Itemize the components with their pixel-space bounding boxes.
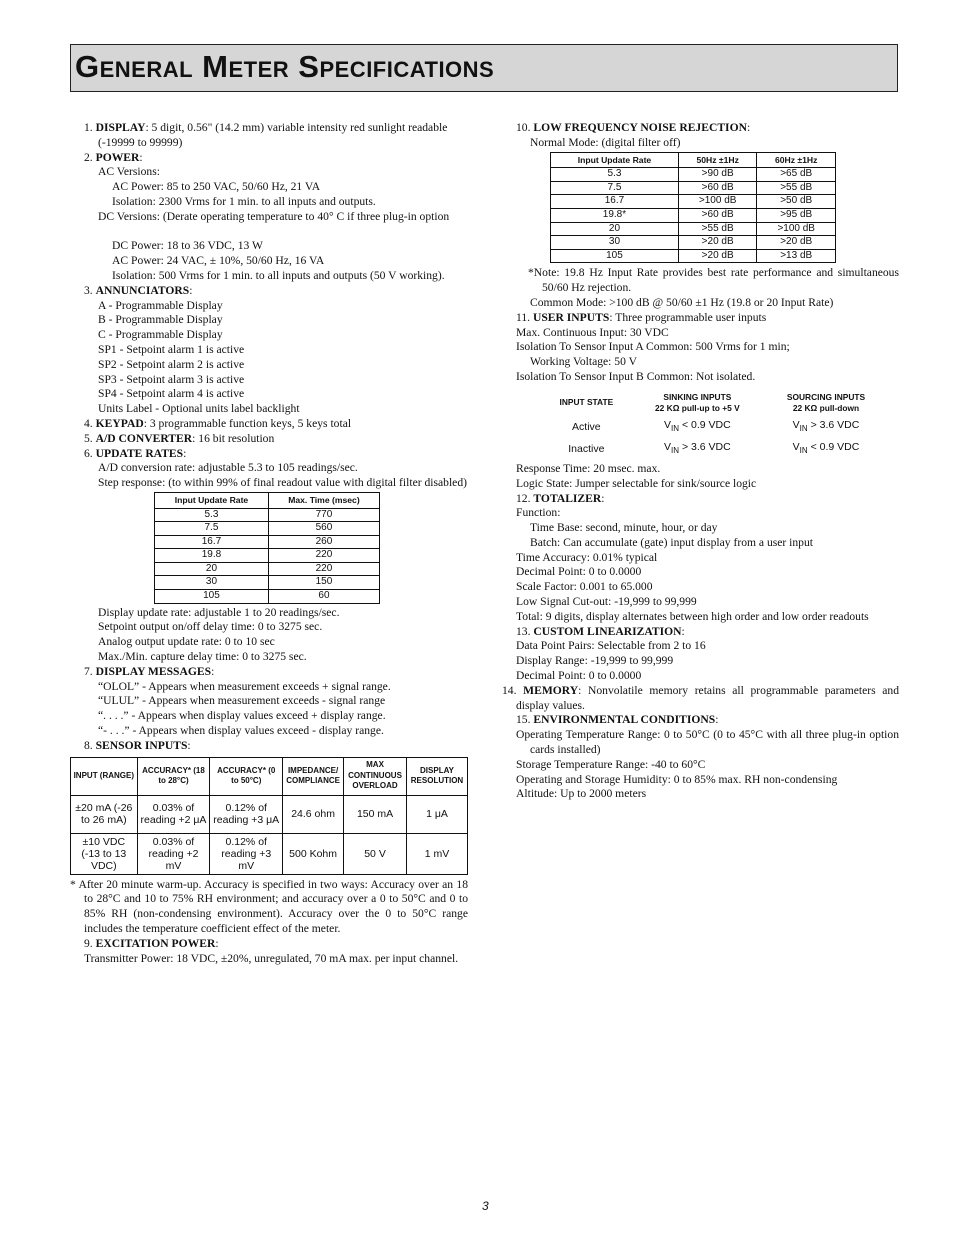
display-range: Display Range: -19,999 to 99,999: [516, 654, 674, 668]
page-title: General Meter Specifications: [75, 49, 495, 84]
storage-temp: Storage Temperature Range: -40 to 60°C: [516, 757, 706, 771]
message-item: “OLOL” - Appears when measurement exceeds + signal range.: [98, 679, 391, 693]
table-header: INPUT (RANGE): [71, 757, 138, 795]
table-header: SINKING INPUTS 22 KΩ pull-up to +5 V: [655, 391, 740, 413]
message-item: “ULUL” - Appears when measurement exceeds - signal range: [98, 694, 386, 708]
cl-decimal-point: Decimal Point: 0 to 0.0000: [516, 669, 642, 683]
table-header: Input Update Rate: [551, 152, 679, 168]
message-item: “. . . .” - Appears when display values exceed + display range.: [98, 709, 386, 723]
annunciator-item: SP2 - Setpoint alarm 2 is active: [98, 357, 245, 371]
message-item: “- . . .” - Appears when display values exceed - display range.: [98, 724, 384, 738]
table-row: 20 220: [155, 562, 380, 576]
spec-memory: 14. MEMORY: Nonvolatile memory retains all programmable parameters and display values.: [502, 683, 899, 712]
table-header: ACCURACY* (18 to 28°C): [137, 757, 210, 795]
setpoint-delay: Setpoint output on/off delay time: 0 to 3275 sec.: [98, 620, 323, 634]
spec-excitation-power: 9. EXCITATION POWER:: [84, 936, 219, 950]
table-row: ±20 mA (-26 to 26 mA) 0.03% of reading +2 μA 0.12% of reading +3 μA 24.6 ohm 150 mA 1 μA: [71, 795, 468, 833]
table-row: 5.3 >90 dB >65 dB: [551, 168, 836, 182]
page-title-box: [70, 44, 898, 92]
spec-keypad: 4. KEYPAD: 3 programmable function keys, 5 keys total: [84, 416, 352, 430]
blank-line: [70, 225, 468, 240]
noise-rejection-table: [550, 152, 836, 264]
ac-power: AC Power: 85 to 250 VAC, 50/60 Hz, 21 VA: [112, 180, 321, 194]
spec-sensor-inputs: 8. SENSOR INPUTS:: [84, 738, 191, 752]
annunciator-item: Units Label - Optional units label backlight: [98, 402, 300, 416]
spec-environmental: 15. ENVIRONMENTAL CONDITIONS:: [516, 713, 719, 727]
ad-rate: A/D conversion rate: adjustable 5.3 to 105 readings/sec.: [98, 461, 358, 475]
normal-mode: Normal Mode: (digital filter off): [530, 135, 681, 149]
spec-totalizer: 12. TOTALIZER:: [516, 491, 605, 505]
table-row: 16.7 260: [155, 535, 380, 549]
response-time: Response Time: 20 msec. max.: [516, 461, 661, 475]
decimal-point: Decimal Point: 0 to 0.0000: [516, 565, 642, 579]
scale-factor: Scale Factor: 0.001 to 65.000: [516, 580, 653, 594]
page-number: 3: [482, 1199, 489, 1213]
spec-update-rates: 6. UPDATE RATES:: [84, 446, 187, 460]
ac-versions: AC Versions:: [98, 165, 160, 179]
spec-annunciators: 3. ANNUNCIATORS:: [84, 283, 193, 297]
excitation-text: Transmitter Power: 18 VDC, ±20%, unregulated, 70 mA max. per input channel.: [84, 951, 459, 965]
table-header: IMPEDANCE/ COMPLIANCE: [283, 757, 344, 795]
logic-state: Logic State: Jumper selectable for sink/source logic: [516, 476, 757, 490]
operating-temp: Operating Temperature Range: 0 to 50°C (0 to 45°C with all three plug-in option cards installed): [516, 728, 899, 757]
dc-isolation: Isolation: 500 Vrms for 1 min. to all inputs and outputs (50 V working).: [112, 268, 445, 282]
table-row: 19.8 220: [155, 549, 380, 563]
table-header: Max. Time (msec): [268, 492, 379, 508]
total: Total: 9 digits, display alternates between high order and low order readouts: [516, 609, 869, 623]
sensor-footnote: * After 20 minute warm-up. Accuracy is specified in two ways: Accuracy over an 18 to 28°C and 10 to 75% RH environment; and accuracy over a 0 to 50°C and 0 to 85% RH (non-condensing environment). Accuracy over the 0 to 50°C range includes the temperature coefficient effect of the meter.: [70, 877, 468, 936]
spec-noise-rejection: 10. LOW FREQUENCY NOISE REJECTION:: [516, 121, 751, 134]
low-signal: Low Signal Cut-out: -19,999 to 99,999: [516, 595, 697, 609]
altitude: Altitude: Up to 2000 meters: [516, 787, 647, 801]
isolation-b: Isolation To Sensor Input B Common: Not isolated.: [516, 369, 756, 383]
isolation-a: Isolation To Sensor Input A Common: 500 Vrms for 1 min;: [516, 340, 790, 354]
dc-versions: DC Versions: (Derate operating temperature to 40° C if three plug-in option: [98, 209, 450, 223]
annunciator-item: A - Programmable Display: [98, 298, 223, 312]
batch: Batch: Can accumulate (gate) input display from a user input: [530, 535, 813, 549]
analog-update: Analog output update rate: 0 to 10 sec: [98, 635, 275, 649]
table-row: 105 60: [155, 590, 380, 604]
spec-user-inputs: 11. USER INPUTS: Three programmable user inputs: [516, 310, 767, 324]
noise-note: *Note: 19.8 Hz Input Rate provides best rate performance and simultaneous 50/60 Hz rejection.: [528, 266, 899, 295]
table-row: 7.5 >60 dB >55 dB: [551, 181, 836, 195]
annunciator-item: SP3 - Setpoint alarm 3 is active: [98, 372, 245, 386]
table-header: Input Update Rate: [155, 492, 269, 508]
time-accuracy: Time Accuracy: 0.01% typical: [516, 550, 658, 564]
display-update: Display update rate: adjustable 1 to 20 readings/sec.: [98, 605, 340, 619]
table-row: ±10 VDC (-13 to 13 VDC) 0.03% of reading +2 mV 0.12% of reading +3 mV 500 Kohm 50 V 1 mV: [71, 833, 468, 874]
annunciator-item: SP4 - Setpoint alarm 4 is active: [98, 387, 245, 401]
table-row: 30 150: [155, 576, 380, 590]
table-row: Active $V_{IN} < 0.9$ VDC $V_{IN} > 3.6$ VDC: [572, 418, 860, 433]
table-row: Inactive $V_{IN} > 3.6$ VDC $V_{IN} < 0.9$ VDC: [568, 440, 860, 455]
common-mode: Common Mode: >100 dB @ 50/60 ±1 Hz (19.8 or 20 Input Rate): [530, 295, 834, 309]
table-row: 20 >55 dB >100 dB: [551, 222, 836, 236]
sensor-inputs-table: [70, 757, 468, 875]
annunciator-item: SP1 - Setpoint alarm 1 is active: [98, 342, 245, 356]
spec-power: 2. POWER:: [84, 150, 143, 164]
table-header: ACCURACY* (0 to 50°C): [210, 757, 283, 795]
maxmin-delay: Max./Min. capture delay time: 0 to 3275 sec.: [98, 650, 307, 664]
step-response-table: [154, 492, 380, 604]
data-point-pairs: Data Point Pairs: Selectable from 2 to 16: [516, 639, 706, 653]
spec-ad-converter: 5. A/D CONVERTER: 16 bit resolution: [84, 431, 275, 445]
spec-display: 1. DISPLAY: 5 digit, 0.56" (14.2 mm) variable intensity red sunlight readable (-19999 to 99999): [84, 121, 448, 149]
spec-display-messages: 7. DISPLAY MESSAGES:: [84, 664, 215, 678]
table-header: 60Hz ±1Hz: [757, 152, 836, 168]
max-continuous: Max. Continuous Input: 30 VDC: [516, 325, 669, 339]
table-row: 7.5 560: [155, 522, 380, 536]
table-header: INPUT STATE: [559, 397, 614, 408]
dc-ac-power: AC Power: 24 VAC, ± 10%, 50/60 Hz, 16 VA: [112, 254, 325, 268]
function: Function:: [516, 506, 561, 520]
annunciator-item: C - Programmable Display: [98, 328, 223, 342]
step-response: Step response: (to within 99% of final readout value with digital filter disabled): [98, 476, 467, 490]
table-row: 16.7 >100 dB >50 dB: [551, 195, 836, 209]
left-column: [70, 121, 468, 966]
right-column: [502, 121, 899, 802]
table-row: 30 >20 dB >20 dB: [551, 236, 836, 250]
table-row: 19.8* >60 dB >95 dB: [551, 208, 836, 222]
spec-custom-linearization: 13. CUSTOM LINEARIZATION:: [516, 624, 685, 638]
ac-isolation: Isolation: 2300 Vrms for 1 min. to all inputs and outputs.: [112, 194, 376, 208]
time-base: Time Base: second, minute, hour, or day: [530, 521, 718, 535]
table-header: SOURCING INPUTS 22 KΩ pull-down: [786, 391, 866, 413]
annunciator-item: B - Programmable Display: [98, 313, 223, 327]
table-row: 5.3 770: [155, 508, 380, 522]
working-voltage: Working Voltage: 50 V: [530, 355, 637, 369]
user-inputs-table: [542, 390, 888, 460]
table-header: 50Hz ±1Hz: [678, 152, 757, 168]
table-row: 105 >20 dB >13 dB: [551, 249, 836, 263]
table-header: DISPLAY RESOLUTION: [407, 757, 468, 795]
humidity: Operating and Storage Humidity: 0 to 85% max. RH non-condensing: [516, 772, 838, 786]
table-header: MAX CONTINUOUS OVERLOAD: [344, 757, 407, 795]
dc-power: DC Power: 18 to 36 VDC, 13 W: [112, 239, 263, 253]
